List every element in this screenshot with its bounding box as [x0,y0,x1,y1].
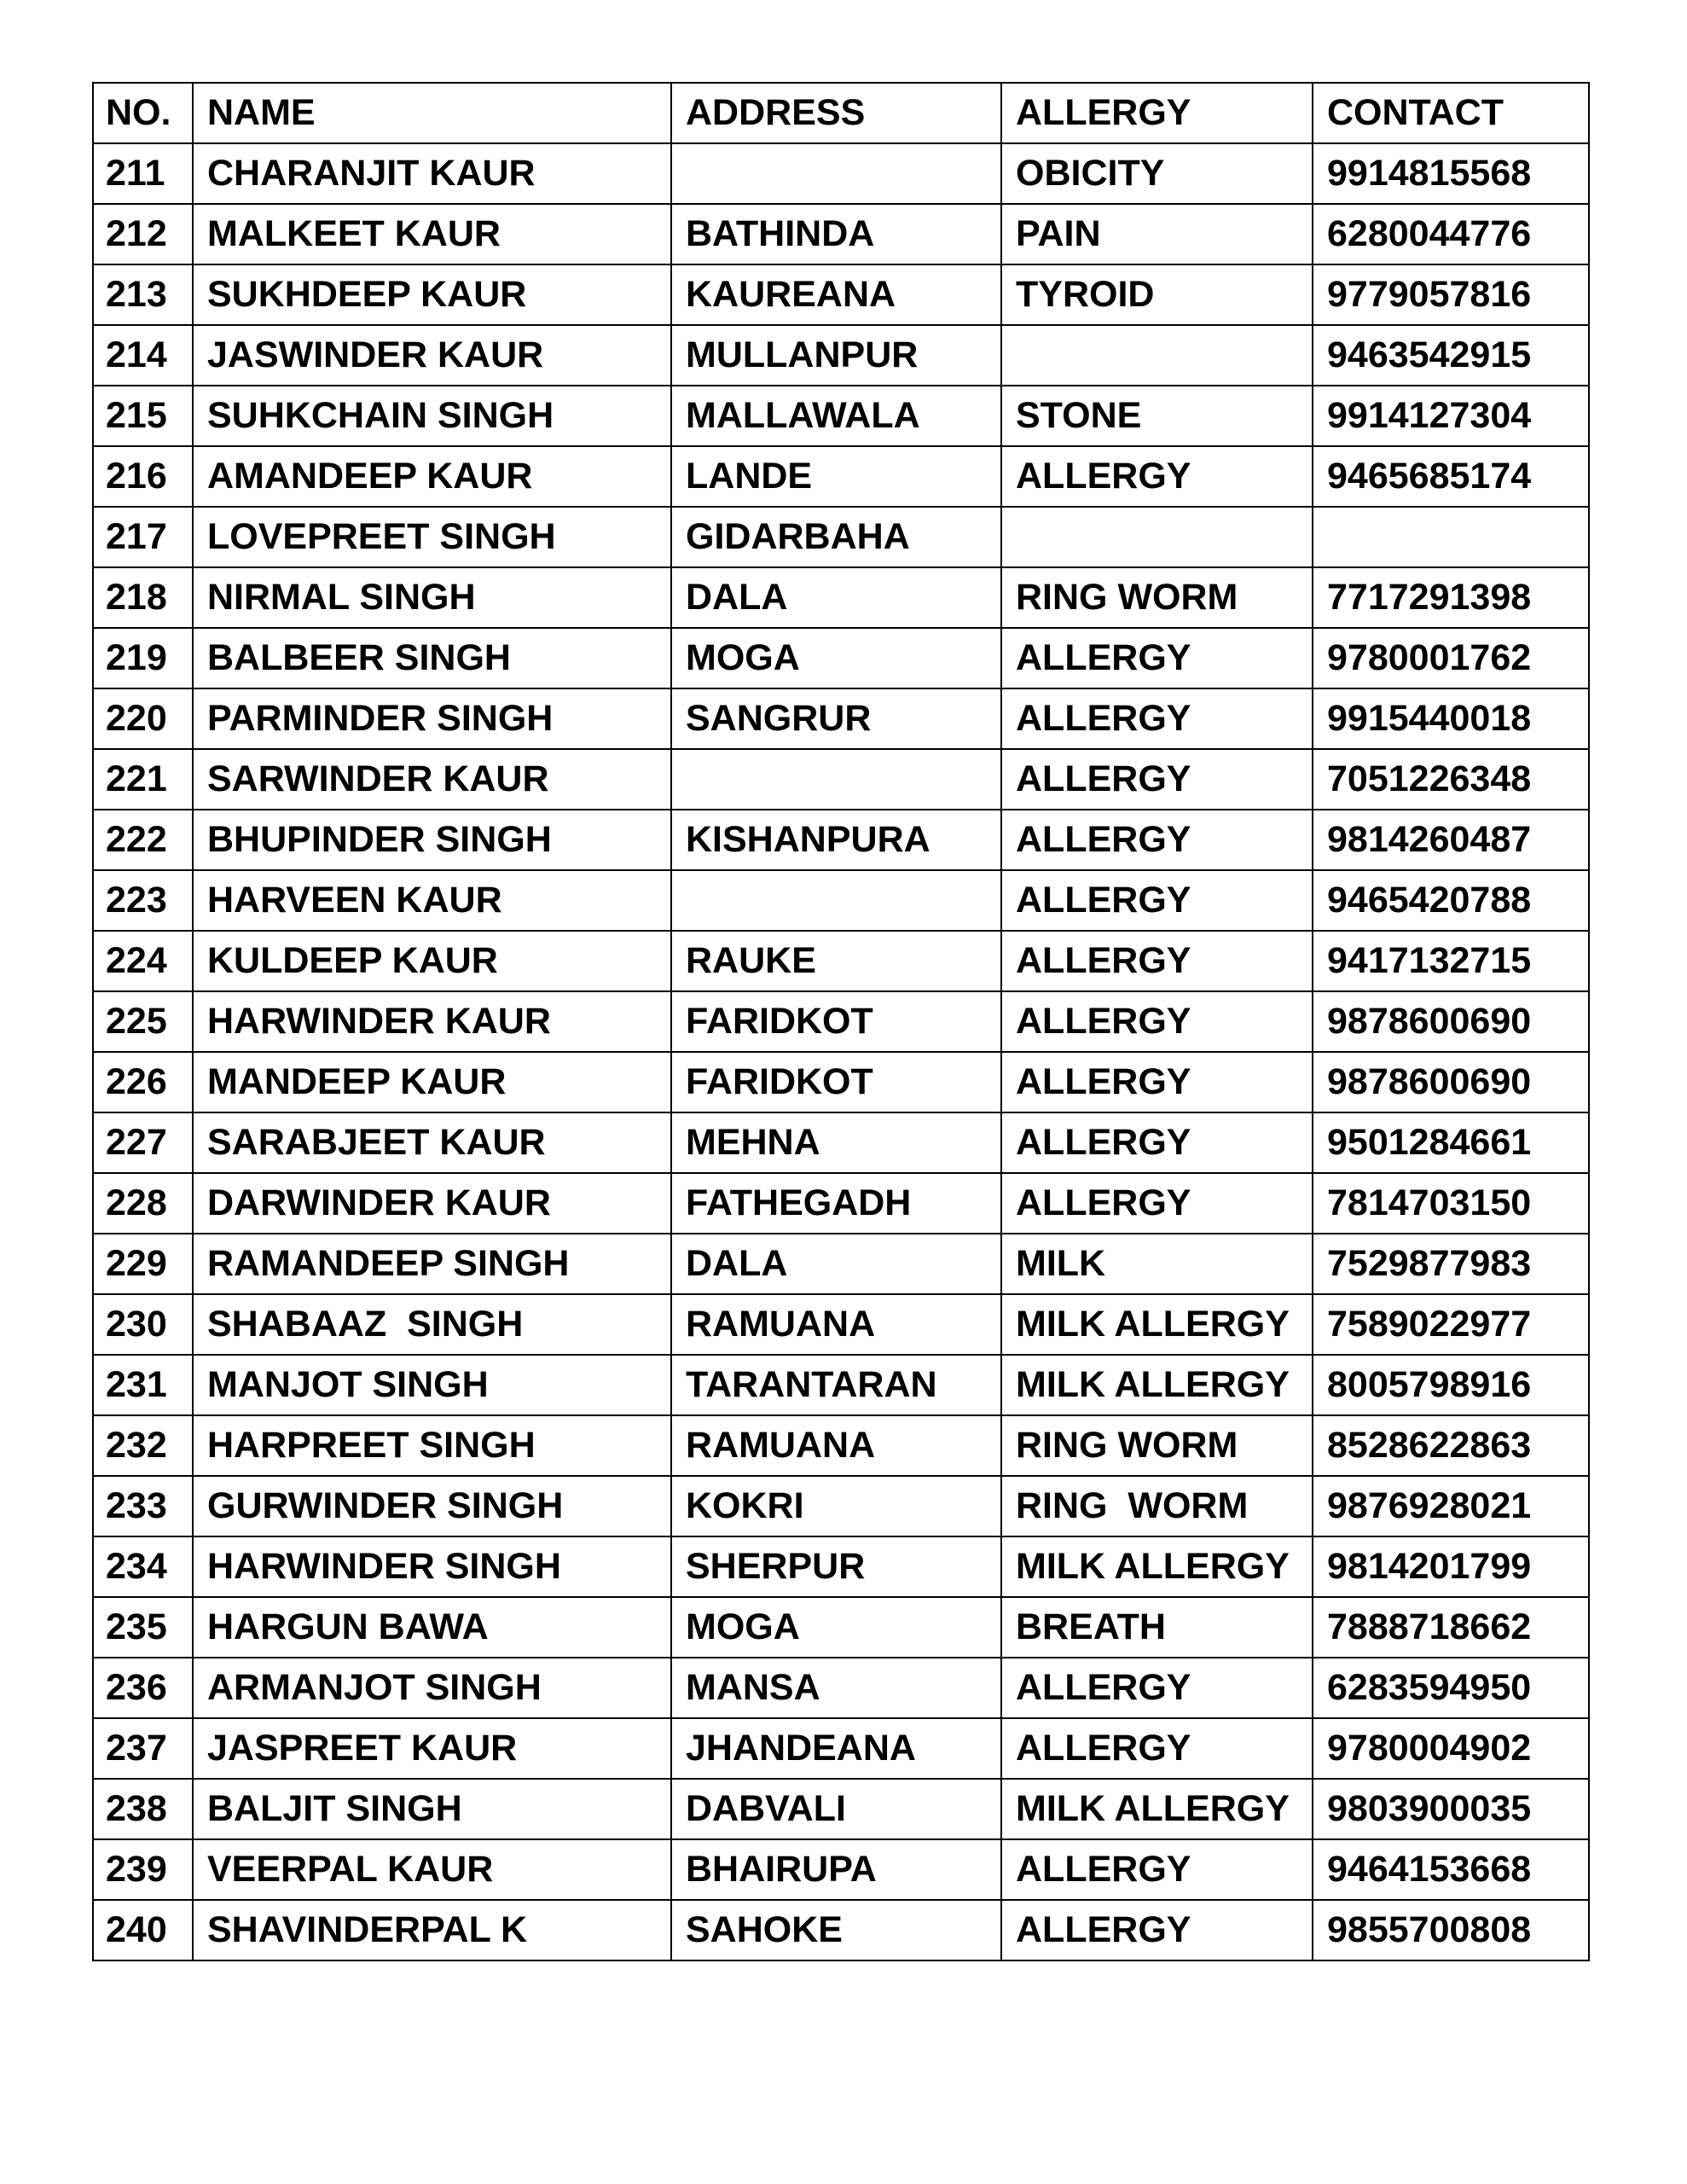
cell-contact: 6280044776 [1313,204,1589,264]
cell-allergy: RING WORM [1001,1476,1313,1536]
cell-allergy: MILK ALLERGY [1001,1536,1313,1597]
table-row [93,1052,1589,1112]
table-row [93,325,1589,386]
cell-allergy: ALLERGY [1001,1173,1313,1234]
cell-allergy: RING WORM [1001,567,1313,628]
table-row [93,1173,1589,1234]
table-row [93,749,1589,810]
cell-no: 218 [93,567,193,628]
cell-address: BATHINDA [671,204,1001,264]
cell-contact: 9465420788 [1313,870,1589,931]
table-header [93,83,1589,143]
table-row [93,264,1589,325]
document-page [92,82,1588,1961]
header-name: NAME [193,83,671,143]
cell-contact: 9855700808 [1313,1900,1589,1960]
cell-address: SAHOKE [671,1900,1001,1960]
cell-address: MANSA [671,1658,1001,1718]
cell-address: DABVALI [671,1779,1001,1839]
table-row [93,1476,1589,1536]
table-row [93,1597,1589,1658]
table-row [93,1536,1589,1597]
cell-no: 227 [93,1112,193,1173]
table-row [93,1415,1589,1476]
cell-no: 221 [93,749,193,810]
cell-address: MALLAWALA [671,386,1001,446]
cell-address: JHANDEANA [671,1718,1001,1779]
cell-no: 216 [93,446,193,507]
cell-allergy: ALLERGY [1001,628,1313,688]
cell-name: HARWINDER KAUR [193,991,671,1052]
cell-allergy: ALLERGY [1001,870,1313,931]
cell-address [671,749,1001,810]
cell-name: SUKHDEEP KAUR [193,264,671,325]
cell-name: BHUPINDER SINGH [193,810,671,870]
cell-name: VEERPAL KAUR [193,1839,671,1900]
table-row [93,810,1589,870]
cell-address: DALA [671,1234,1001,1294]
cell-address: RAMUANA [671,1415,1001,1476]
cell-no: 238 [93,1779,193,1839]
cell-contact: 9803900035 [1313,1779,1589,1839]
cell-allergy: OBICITY [1001,143,1313,204]
cell-allergy: TYROID [1001,264,1313,325]
cell-allergy: RING WORM [1001,1415,1313,1476]
table-row [93,931,1589,991]
cell-name: SHABAAZ SINGH [193,1294,671,1355]
cell-name: SARABJEET KAUR [193,1112,671,1173]
cell-allergy: ALLERGY [1001,1718,1313,1779]
cell-contact: 9915440018 [1313,688,1589,749]
cell-contact: 9417132715 [1313,931,1589,991]
cell-contact: 9779057816 [1313,264,1589,325]
cell-allergy: ALLERGY [1001,931,1313,991]
cell-contact: 9876928021 [1313,1476,1589,1536]
cell-no: 224 [93,931,193,991]
cell-no: 239 [93,1839,193,1900]
cell-address: MOGA [671,628,1001,688]
cell-name: GURWINDER SINGH [193,1476,671,1536]
cell-name: MANDEEP KAUR [193,1052,671,1112]
cell-name: HARVEEN KAUR [193,870,671,931]
header-contact: CONTACT [1313,83,1589,143]
cell-name: NIRMAL SINGH [193,567,671,628]
cell-allergy: ALLERGY [1001,810,1313,870]
header-row [93,83,1589,143]
cell-allergy: PAIN [1001,204,1313,264]
cell-no: 226 [93,1052,193,1112]
cell-contact: 9464153668 [1313,1839,1589,1900]
cell-no: 237 [93,1718,193,1779]
cell-name: ARMANJOT SINGH [193,1658,671,1718]
cell-contact: 9814260487 [1313,810,1589,870]
cell-name: RAMANDEEP SINGH [193,1234,671,1294]
cell-name: JASPREET KAUR [193,1718,671,1779]
header-address: ADDRESS [671,83,1001,143]
cell-no: 234 [93,1536,193,1597]
cell-contact: 7051226348 [1313,749,1589,810]
cell-name: SHAVINDERPAL K [193,1900,671,1960]
cell-contact: 8005798916 [1313,1355,1589,1415]
cell-address: FARIDKOT [671,991,1001,1052]
cell-allergy: ALLERGY [1001,1052,1313,1112]
cell-address: DALA [671,567,1001,628]
table-row [93,143,1589,204]
cell-address: SHERPUR [671,1536,1001,1597]
cell-no: 230 [93,1294,193,1355]
cell-contact: 9501284661 [1313,1112,1589,1173]
cell-name: HARGUN BAWA [193,1597,671,1658]
table-row [93,688,1589,749]
cell-name: LOVEPREET SINGH [193,507,671,567]
cell-contact: 9914127304 [1313,386,1589,446]
cell-name: JASWINDER KAUR [193,325,671,386]
cell-address: RAUKE [671,931,1001,991]
cell-name: MANJOT SINGH [193,1355,671,1415]
cell-allergy: MILK ALLERGY [1001,1294,1313,1355]
table-row [93,386,1589,446]
cell-allergy: MILK ALLERGY [1001,1779,1313,1839]
cell-allergy: MILK [1001,1234,1313,1294]
cell-no: 219 [93,628,193,688]
cell-contact: 9878600690 [1313,991,1589,1052]
cell-contact: 9878600690 [1313,1052,1589,1112]
cell-name: PARMINDER SINGH [193,688,671,749]
cell-allergy: ALLERGY [1001,749,1313,810]
cell-no: 223 [93,870,193,931]
cell-contact: 7888718662 [1313,1597,1589,1658]
table-row [93,1718,1589,1779]
cell-address: KOKRI [671,1476,1001,1536]
cell-allergy: BREATH [1001,1597,1313,1658]
cell-address: RAMUANA [671,1294,1001,1355]
table-row [93,1294,1589,1355]
cell-allergy: STONE [1001,386,1313,446]
table-row [93,1779,1589,1839]
cell-no: 217 [93,507,193,567]
cell-no: 215 [93,386,193,446]
cell-no: 214 [93,325,193,386]
cell-allergy: ALLERGY [1001,1658,1313,1718]
cell-contact: 9814201799 [1313,1536,1589,1597]
cell-no: 236 [93,1658,193,1718]
cell-no: 235 [93,1597,193,1658]
patient-table [92,82,1590,1961]
table-row [93,1900,1589,1960]
cell-address: MOGA [671,1597,1001,1658]
cell-no: 213 [93,264,193,325]
cell-name: HARWINDER SINGH [193,1536,671,1597]
cell-address: TARANTARAN [671,1355,1001,1415]
cell-name: MALKEET KAUR [193,204,671,264]
cell-contact: 7529877983 [1313,1234,1589,1294]
cell-name: BALJIT SINGH [193,1779,671,1839]
cell-no: 229 [93,1234,193,1294]
cell-address: KAUREANA [671,264,1001,325]
cell-allergy [1001,507,1313,567]
table-row [93,204,1589,264]
cell-allergy: ALLERGY [1001,688,1313,749]
table-row [93,870,1589,931]
cell-no: 212 [93,204,193,264]
cell-address: SANGRUR [671,688,1001,749]
cell-no: 228 [93,1173,193,1234]
cell-address: BHAIRUPA [671,1839,1001,1900]
cell-no: 225 [93,991,193,1052]
table-row [93,991,1589,1052]
cell-address: KISHANPURA [671,810,1001,870]
cell-allergy: ALLERGY [1001,1900,1313,1960]
cell-no: 220 [93,688,193,749]
table-row [93,628,1589,688]
cell-name: BALBEER SINGH [193,628,671,688]
cell-contact: 6283594950 [1313,1658,1589,1718]
cell-contact: 9780001762 [1313,628,1589,688]
table-body [93,143,1589,1960]
cell-no: 222 [93,810,193,870]
table-row [93,507,1589,567]
cell-name: CHARANJIT KAUR [193,143,671,204]
table-row [93,1355,1589,1415]
cell-allergy: ALLERGY [1001,446,1313,507]
cell-contact: 9463542915 [1313,325,1589,386]
cell-contact [1313,507,1589,567]
cell-address [671,143,1001,204]
cell-no: 211 [93,143,193,204]
table-row [93,446,1589,507]
cell-address: MEHNA [671,1112,1001,1173]
table-row [93,1839,1589,1900]
cell-name: SARWINDER KAUR [193,749,671,810]
cell-no: 231 [93,1355,193,1415]
cell-contact: 9914815568 [1313,143,1589,204]
cell-name: KULDEEP KAUR [193,931,671,991]
cell-contact: 9465685174 [1313,446,1589,507]
cell-no: 233 [93,1476,193,1536]
cell-name: SUHKCHAIN SINGH [193,386,671,446]
cell-contact: 7814703150 [1313,1173,1589,1234]
header-allergy: ALLERGY [1001,83,1313,143]
cell-name: HARPREET SINGH [193,1415,671,1476]
cell-allergy: MILK ALLERGY [1001,1355,1313,1415]
cell-name: AMANDEEP KAUR [193,446,671,507]
cell-address [671,870,1001,931]
cell-address: LANDE [671,446,1001,507]
cell-no: 232 [93,1415,193,1476]
header-no: NO. [93,83,193,143]
cell-name: DARWINDER KAUR [193,1173,671,1234]
cell-allergy: ALLERGY [1001,1839,1313,1900]
cell-contact: 8528622863 [1313,1415,1589,1476]
cell-address: MULLANPUR [671,325,1001,386]
cell-contact: 7717291398 [1313,567,1589,628]
cell-address: GIDARBAHA [671,507,1001,567]
cell-allergy: ALLERGY [1001,1112,1313,1173]
cell-address: FATHEGADH [671,1173,1001,1234]
cell-contact: 7589022977 [1313,1294,1589,1355]
cell-contact: 9780004902 [1313,1718,1589,1779]
cell-allergy: ALLERGY [1001,991,1313,1052]
cell-address: FARIDKOT [671,1052,1001,1112]
cell-allergy [1001,325,1313,386]
table-row [93,567,1589,628]
cell-no: 240 [93,1900,193,1960]
table-row [93,1112,1589,1173]
table-row [93,1658,1589,1718]
table-row [93,1234,1589,1294]
